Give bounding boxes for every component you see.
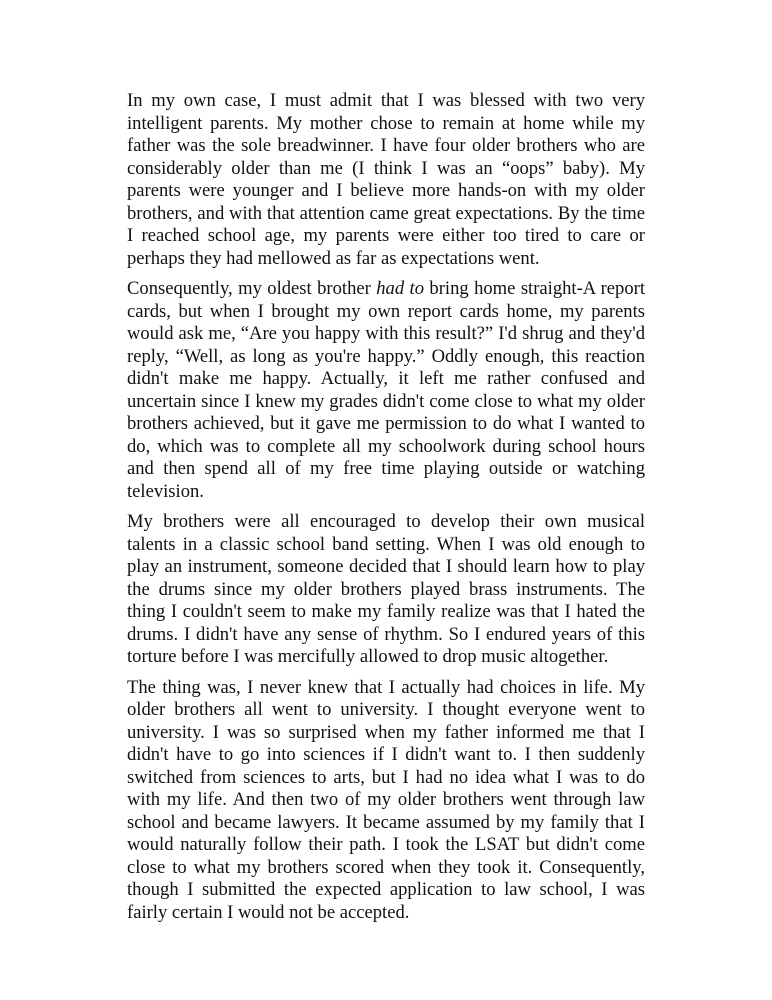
paragraph-2-after: bring home straight-A report cards, but when I brought my own report cards home, my parents would ask me, “Are you happy with this result?” I'd shrug and they'd reply, “Well, as long as you're happy.” Oddly enough, this reaction didn't make me happy. Actually, it left me rather confused and uncertain since I knew my grades didn't come close to what my older brothers achieved, but it gave me permission to do what I wanted to do, which was to complete all my schoolwork during school hours and then spend all of my free time playing outside or watching television. xyxy=(127,278,645,502)
paragraph-2-emphasis: had to xyxy=(376,278,425,299)
document-page xyxy=(127,90,645,932)
paragraph-1: In my own case, I must admit that I was blessed with two very intelligent parents. My mother chose to remain at home while my father was the sole breadwinner. I have four older brothers who are considerably older than me (I think I was an “oops” baby). My parents were younger and I believe more hands-on with my older brothers, and with that attention came great expectations. By the time I reached school age, my parents were either too tired to care or perhaps they had mellowed as far as expectations went. xyxy=(127,90,645,269)
paragraph-3: My brothers were all encouraged to develop their own musical talents in a classic school band setting. When I was old enough to play an instrument, someone decided that I should learn how to play the drums since my older brothers played brass instruments. The thing I couldn't seem to make my family realize was that I hated the drums. I didn't have any sense of rhythm. So I endured years of this torture before I was mercifully allowed to drop music altogether. xyxy=(127,511,645,667)
paragraph-4: The thing was, I never knew that I actually had choices in life. My older brothers all went to university. I thought everyone went to university. I was so surprised when my father informed me that I didn't have to go into sciences if I didn't want to. I then suddenly switched from sciences to arts, but I had no idea what I was to do with my life. And then two of my older brothers went through law school and became lawyers. It became assumed by my family that I would naturally follow their path. I took the LSAT but didn't come close to what my brothers scored when they took it. Consequently, though I submitted the expected application to law school, I was fairly certain I would not be accepted. xyxy=(127,676,645,923)
paragraph-2-before: Consequently, my oldest brother xyxy=(127,278,377,299)
paragraph-2 xyxy=(127,278,645,503)
